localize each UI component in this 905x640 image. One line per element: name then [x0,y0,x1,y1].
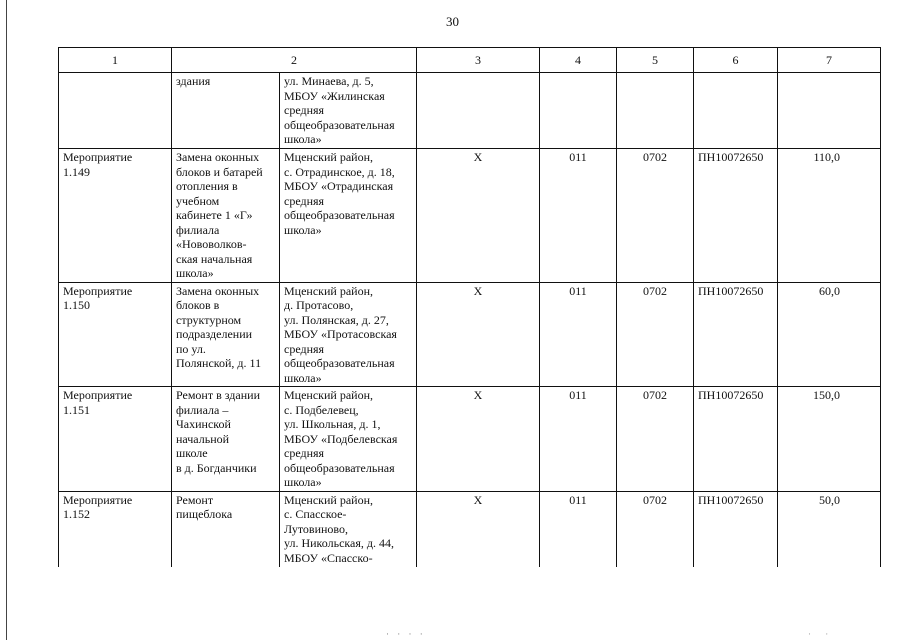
header-cell: 4 [540,48,617,73]
col6-cell: ПН10072650 [694,491,778,567]
col4-cell: 011 [540,491,617,567]
col3-cell: Х [417,282,540,387]
table-row [59,73,881,149]
measure-description-cell: Замена оконных блоков в структурном подразделении по ул. Полянской, д. 11 [172,282,280,387]
measure-description-cell: Ремонт пищеблока [172,491,280,567]
binding-edge-line [6,0,7,640]
measure-cell: Мероприятие 1.150 [59,282,172,387]
object-address-cell: Мценский район, с. Подбелевец, ул. Школьная, д. 1, МБОУ «Подбелевская средняя общеобразовательная школа» [280,387,417,492]
col3-cell: Х [417,491,540,567]
scan-specks: · · [808,629,835,639]
measure-cell: Мероприятие 1.149 [59,149,172,283]
col4-cell: 011 [540,282,617,387]
col7-cell: 50,0 [778,491,881,567]
table-row [59,491,881,567]
col4-cell: 011 [540,387,617,492]
header-row [59,48,881,73]
measure-cell [59,73,172,149]
col5-cell [617,73,694,149]
budget-table [58,47,881,567]
table-row [59,149,881,283]
object-address-cell: Мценский район, д. Протасово, ул. Полянская, д. 27, МБОУ «Протасовская средняя общеобразовательная школа» [280,282,417,387]
object-address-cell: Мценский район, с. Спасское- Лутовиново, ул. Никольская, д. 44, МБОУ «Спасско- [280,491,417,567]
col4-cell [540,73,617,149]
col7-cell [778,73,881,149]
table-row [59,387,881,492]
col5-cell: 0702 [617,149,694,283]
col6-cell [694,73,778,149]
col4-cell: 011 [540,149,617,283]
col7-cell: 110,0 [778,149,881,283]
col3-cell [417,73,540,149]
header-cell: 2 [172,48,417,73]
header-cell: 3 [417,48,540,73]
header-cell: 7 [778,48,881,73]
measure-cell: Мероприятие 1.152 [59,491,172,567]
measure-description-cell: Ремонт в здании филиала – Чахинской начальной школе в д. Богданчики [172,387,280,492]
header-cell: 1 [59,48,172,73]
measure-cell: Мероприятие 1.151 [59,387,172,492]
header-cell: 6 [694,48,778,73]
col3-cell: Х [417,149,540,283]
col6-cell: ПН10072650 [694,387,778,492]
object-address-cell: Мценский район, с. Отрадинское, д. 18, МБОУ «Отрадинская средняя общеобразовательная школа» [280,149,417,283]
col7-cell: 150,0 [778,387,881,492]
table-row [59,282,881,387]
measure-description-cell: Замена оконных блоков и батарей отопления в учебном кабинете 1 «Г» филиала «Нововолков- ская начальная школа» [172,149,280,283]
col5-cell: 0702 [617,387,694,492]
col5-cell: 0702 [617,282,694,387]
col3-cell: Х [417,387,540,492]
header-cell: 5 [617,48,694,73]
measure-description-cell: здания [172,73,280,149]
page-number: 30 [446,14,459,29]
col5-cell: 0702 [617,491,694,567]
col6-cell: ПН10072650 [694,149,778,283]
scan-specks: · · · · [386,629,426,639]
object-address-cell: ул. Минаева, д. 5, МБОУ «Жилинская средняя общеобразовательная школа» [280,73,417,149]
col6-cell: ПН10072650 [694,282,778,387]
col7-cell: 60,0 [778,282,881,387]
